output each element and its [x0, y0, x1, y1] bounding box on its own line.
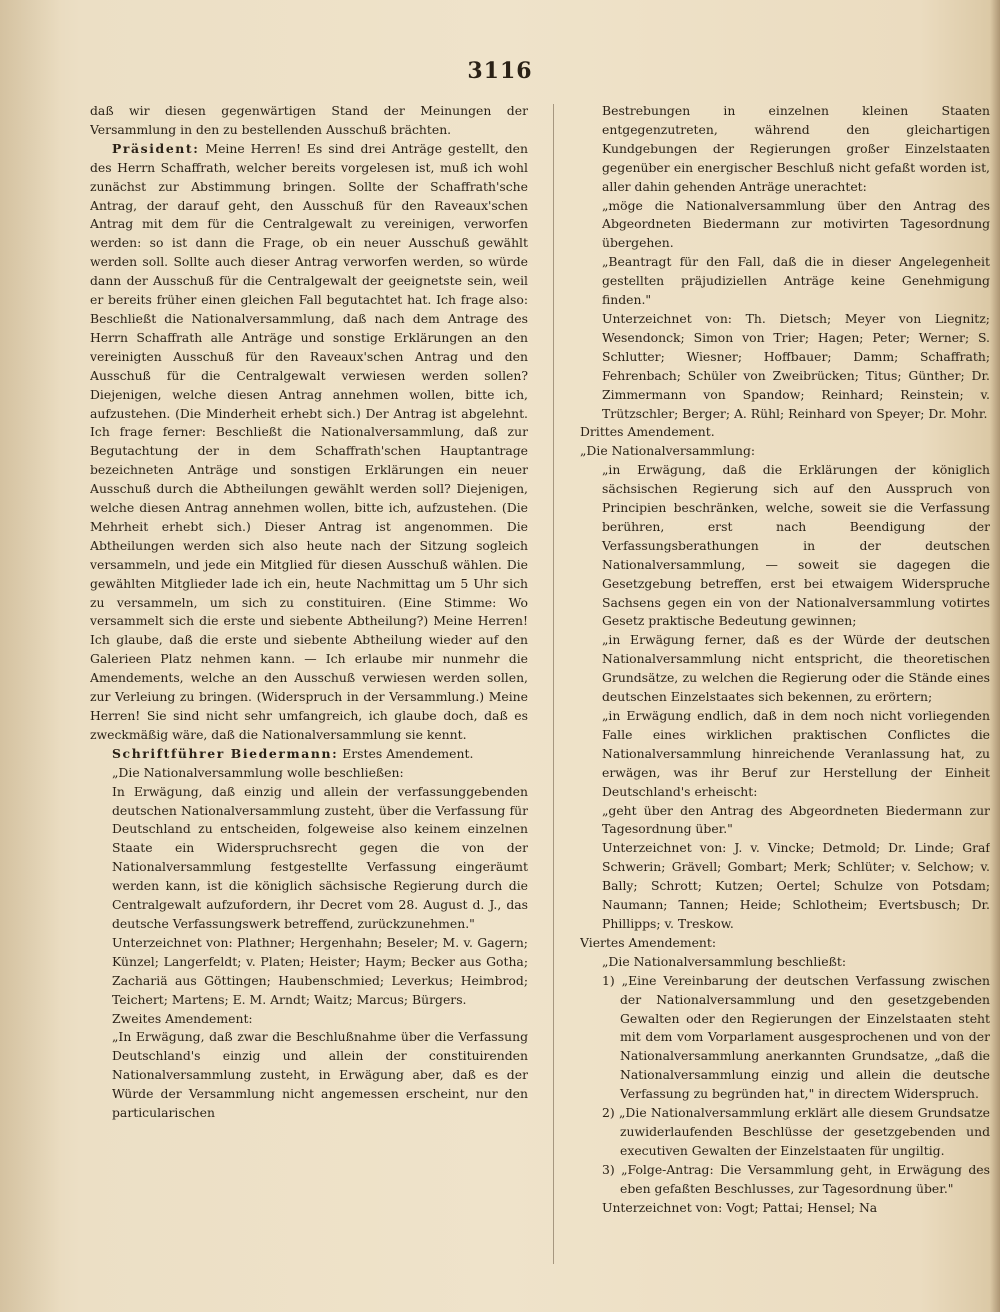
paragraph-text: Zweites Amendement: — [112, 1010, 253, 1026]
paragraph — [580, 707, 990, 802]
paragraph — [580, 197, 990, 254]
paragraph-text: Unterzeichnet von: Plathner; Hergenhahn; Beseler; M. v. Gagern; Künzel; Langerfeldt; v. Platen; Heister; Haym; Becker aus Gotha; Zachariä aus Göttingen; Haubenschmied; Leverkus; Heimbrod; Teichert; Martens; E. M. Arndt; Waitz; Marcus; Bürgers. — [112, 934, 528, 1007]
paragraph-text: „Beantragt für den Fall, daß die in dieser Angelegenheit gestellten präjudiziellen Anträge keine Genehmigung finden." — [602, 254, 990, 308]
paragraph-text: „in Erwägung, daß die Erklärungen der königlich sächsischen Regierung sich auf den Ausspruch von Principien beschränken, welche, soweit sie die Verfassung berühren, erst nach Beendigung der Verfassungsberathungen in der deutschen Nationalversammlung, — soweit sie dagegen die Gesetzgebung betreffen, erst bei etwaigem Widerspruche Sachsens gegen ein von der Nationalversammlung votirtes Gesetz praktische Bedeutung gewinnen; — [602, 462, 990, 629]
paragraph — [580, 802, 990, 840]
paragraph-text: Unterzeichnet von: Th. Dietsch; Meyer von Liegnitz; Wesendonck; Simon von Trier; Hagen; Peter; Werner; S. Schlutter; Wiesner; Hoffbauer; Damm; Schaffrath; Fehrenbach; Schüler von Zweibrücken; Titus; Günther; Dr. Zimmermann von Spandow; Reinhard; Reinstein; v. Trützschler; Berger; A. Rühl; Reinhard von Speyer; Dr. Mohr. — [602, 310, 990, 421]
paragraph-text: „in Erwägung endlich, daß in dem noch nicht vorliegenden Falle eines wirklichen praktischen Conflictes die Nationalversammlung hinreichende Veranlassung hat, zu erwägen, was ihr Beruf zur Herstellung der Einheit Deutschland's erheischt: — [602, 708, 990, 799]
speaker-name: Schriftführer Biedermann: — [112, 745, 339, 761]
paragraph — [580, 461, 990, 631]
paragraph-text: „Die Nationalversammlung wolle beschließen: — [112, 764, 404, 780]
paragraph-text: „geht über den Antrag des Abgeordneten Biedermann zur Tagesordnung über." — [602, 802, 990, 837]
paragraph-text: 2) „Die Nationalversammlung erklärt alle diesem Grundsatze zuwiderlaufenden Beschlüsse der gesetzgebenden und executiven Gewalten der Einzelstaaten für ungiltig. — [602, 1105, 990, 1158]
paragraph-text: In Erwägung, daß einzig und allein der verfassunggebenden deutschen Nationalversammlung zusteht, über die Verfassung für Deutschland zu entscheiden, folgeweise also keinem einzelnen Staate ein Widerspruchsrecht gegen die von der Nationalversammlung festgestellte Verfassung eingeräumt werden kann, ist die königlich sächsische Regierung durch die Centralgewalt aufzufordern, ihr Decret vom 28. August d. J., das deutsche Verfassungswerk betreffend, zurückzunehmen." — [112, 783, 528, 931]
speaker-name: Präsident: — [112, 140, 200, 156]
column-divider — [553, 104, 554, 1264]
paragraph — [90, 1010, 528, 1029]
paragraph-text: Drittes Amendement. — [580, 424, 715, 440]
paragraph-text: „in Erwägung ferner, daß es der Würde der deutschen Nationalversammlung nicht entspricht, die theoretischen Grundsätze, zu welchen die Regierung oder die Stände eines deutschen Einzelstaates sich bekennen, zu erörtern; — [602, 632, 990, 705]
binding-edge — [990, 0, 1000, 1312]
paragraph-text: „Die Nationalversammlung: — [580, 443, 756, 459]
paragraph — [580, 423, 990, 442]
paragraph-text: „möge die Nationalversammlung über den Antrag des Abgeordneten Biedermann zur motivirten Tagesordnung übergehen. — [602, 197, 990, 251]
paragraph — [90, 934, 528, 1010]
paragraph — [580, 1161, 990, 1199]
paragraph — [90, 140, 528, 745]
page-number: 3116 — [467, 58, 533, 84]
paragraph-text: Erstes Amendement. — [338, 745, 474, 761]
paragraph-text: „In Erwägung, daß zwar die Beschlußnahme über die Verfassung Deutschland's einzig und allein der constituirenden Nationalversammlung zusteht, in Erwägung aber, daß es der Würde der Versammlung nicht angemessen erscheint, nur den particularischen — [112, 1029, 528, 1121]
paragraph — [580, 953, 990, 972]
paragraph — [580, 1104, 990, 1161]
paragraph — [580, 1199, 990, 1218]
paragraph-text: Unterzeichnet von: Vogt; Pattai; Hensel; Na — [602, 1199, 878, 1215]
paragraph — [90, 745, 528, 764]
paragraph-text: Unterzeichnet von: J. v. Vincke; Detmold; Dr. Linde; Graf Schwerin; Grävell; Gombart; Merk; Schlüter; v. Selchow; v. Bally; Schrott; Kutzen; Oertel; Schulze von Potsdam; Naumann; Tannen; Heide; Schlotheim; Evertsbusch; Dr. Phillipps; v. Treskow. — [602, 840, 990, 931]
paragraph — [90, 1028, 528, 1123]
paragraph — [90, 764, 528, 783]
paragraph — [580, 972, 990, 1104]
paragraph — [580, 631, 990, 707]
paragraph — [580, 253, 990, 310]
paragraph-text: „Die Nationalversammlung beschließt: — [602, 953, 847, 969]
paragraph-text: Bestrebungen in einzelnen kleinen Staaten entgegenzutreten, während den gleichartigen Kundgebungen der Regierungen großer Einzelstaaten gegenüber ein energischer Beschluß nicht gefaßt worden ist, aller dahin gehenden Anträge unerachtet: — [602, 103, 990, 194]
paragraph — [90, 783, 528, 934]
paragraph-text: 3) „Folge-Antrag: Die Versammlung geht, in Erwägung des eben gefaßten Beschlusses, zur Tagesordnung über." — [602, 1161, 990, 1196]
paragraph-text: Viertes Amendement: — [580, 934, 717, 950]
paragraph — [580, 442, 990, 461]
paragraph — [90, 102, 528, 140]
page-stain — [0, 0, 60, 1312]
paragraph — [580, 839, 990, 934]
paragraph-text: 1) „Eine Vereinbarung der deutschen Verfassung zwischen der Nationalversammlung und den gesetzgebenden Gewalten oder den Regierungen der Einzelstaaten steht mit dem vom Vorparlament ausgesprochenen und von der Nationalversammlung anerkannten Grundsatze, „daß die Nationalversammlung einzig und allein die deutsche Verfassung zu begründen hat," in directem Widerspruch. — [602, 972, 990, 1102]
left-column — [90, 102, 528, 1282]
paragraph — [580, 310, 990, 423]
paragraph-text: daß wir diesen gegenwärtigen Stand der Meinungen der Versammlung in den zu bestellenden Ausschuß brächten. — [90, 103, 528, 137]
paragraph — [580, 934, 990, 953]
paragraph-text: Meine Herren! Es sind drei Anträge gestellt, den des Herrn Schaffrath, welcher bereits vorgelesen ist, muß ich wohl zunächst zur Abstimmung bringen. Sollte der Schaffrath'sche Antrag, der darauf geht, den Ausschuß für den Raveaux'schen Antrag mit dem für die Centralgewalt zu vereinigen, verworfen werden: so ist dann die Frage, ob ein neuer Ausschuß gewählt werden soll. Sollte auch dieser Antrag verworfen werden, so würde dann der Ausschuß für die Centralgewalt der geeignetste sein, weil er bereits früher einen gleichen Fall begutachtet hat. Ich frage also: Beschließt die Nationalversammlung, daß nach dem Antrage des Herrn Schaffrath alle Anträge und sonstige Erklärungen an den vereinigten Ausschuß für den Raveaux'schen Antrag und den Ausschuß für die Centralgewalt verwiesen werden sollen? Diejenigen, welche diesen Antrag annehmen wollen, bitte ich, aufzustehen. (Die Minderheit erhebt sich.) Der Antrag ist abgelehnt. Ich frage ferner: Beschließt die Nationalversammlung, daß zur Begutachtung der in dem Schaffrath'schen Hauptantrage bezeichneten Anträge und sonstigen Erklärungen ein neuer Ausschuß durch die Abtheilungen gewählt werden soll? Diejenigen, welche diesen Antrag annehmen wollen, bitte ich, aufzustehen. (Die Mehrheit erhebt sich.) Dieser Antrag ist angenommen. Die Abtheilungen werden sich also heute nach der Sitzung sogleich versammeln, und jede ein Mitglied für diesen Ausschuß wählen. Die gewählten Mitglieder lade ich ein, heute Nachmittag um 5 Uhr sich zu versammeln, um sich zu constituiren. (Eine Stimme: Wo versammelt sich die erste und siebente Abtheilung?) Meine Herren! Ich glaube, daß die erste und siebente Abtheilung wieder auf den Galerieen Platz nehmen kann. — Ich erlaube mir nunmehr die Amendements, welche an den Ausschuß verwiesen werden sollen, zur Verleiung zu bringen. (Widerspruch in der Versammlung.) Meine Herren! Sie sind nicht sehr umfangreich, ich glaube doch, daß es zweckmäßig wäre, daß die Nationalversammlung sie kennt. — [90, 140, 528, 742]
paragraph — [580, 102, 990, 197]
right-column — [580, 102, 990, 1282]
